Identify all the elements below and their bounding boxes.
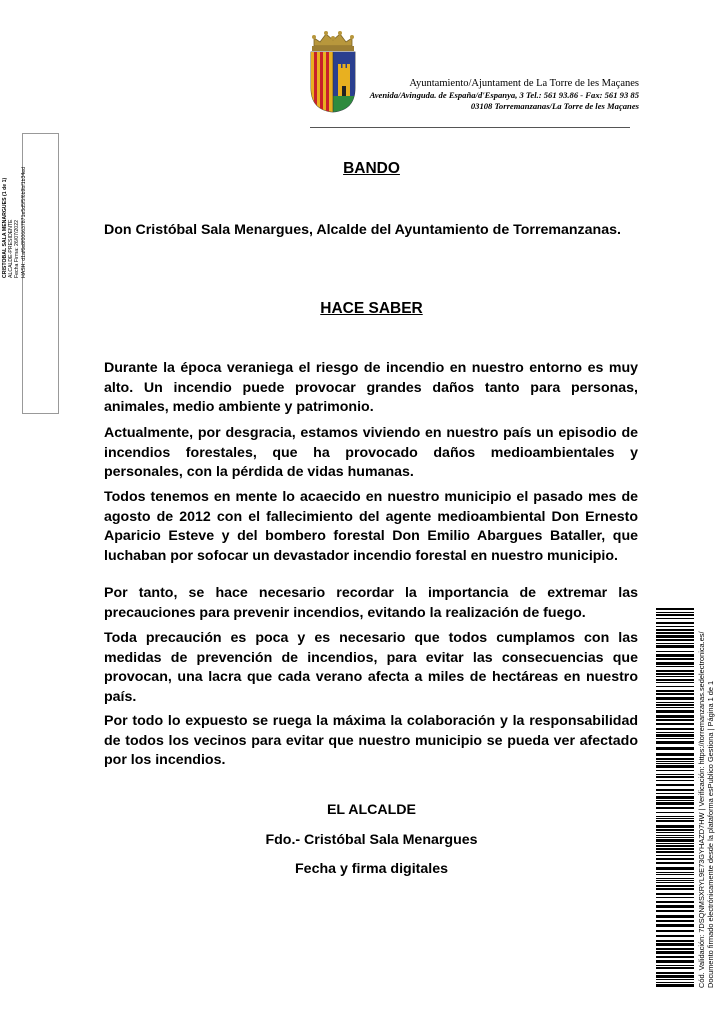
body-paragraph-1: Durante la época veraniega el riesgo de incendio en nuestro entorno es muy alto. Un incendio puede provocar grandes daños tanto para personas, animales, medio ambiente y patrimonio. — [104, 360, 638, 415]
barcode-bar — [656, 975, 694, 978]
barcode-bar — [656, 816, 694, 817]
barcode-bar — [656, 874, 694, 875]
verification-text — [697, 608, 716, 988]
barcode-bar — [656, 956, 694, 958]
barcode-bar — [656, 812, 694, 813]
barcode-bar — [656, 901, 694, 903]
barcode-bar — [656, 878, 694, 879]
barcode-bar — [656, 835, 694, 836]
barcode-bar — [656, 753, 694, 756]
barcode-bar — [656, 715, 694, 718]
stamp-line-2: ALCALDE-PRESIDENTE — [8, 219, 15, 278]
verification-line-1: Cód. Validación: 7DSQNMSXRYL9E73GYHAZD7HW | Verificación: https://torremanzanas.sedelectronica.es/ — [697, 631, 706, 988]
barcode-bar — [656, 851, 694, 853]
body-paragraph-2: Actualmente, por desgracia, estamos viviendo en nuestro país un episodio de incendios forestales, que ha provocado daños medioambientales y personales, con la pérdida de vidas humanas. — [104, 425, 638, 480]
barcode-bar — [656, 643, 694, 644]
barcode-bar — [656, 728, 694, 730]
stamp-line-3: Fecha Firma: 26/07/2022 — [14, 220, 21, 278]
intro-paragraph: Don Cristóbal Sala Menargues, Alcalde del Ayuntamiento de Torremanzanas. — [104, 222, 621, 238]
barcode-bar — [656, 774, 694, 775]
barcode-bar — [656, 930, 694, 932]
barcode-bar — [656, 893, 694, 895]
barcode-bar — [656, 693, 694, 695]
barcode-bar — [656, 848, 694, 850]
barcode-bar — [656, 858, 694, 860]
body-paragraph-4: Por tanto, se hace necesario recordar la importancia de extremar las precauciones para prevenir incendios, evitando la realización de fuego. — [104, 585, 638, 621]
barcode-bar — [656, 710, 694, 713]
barcode-bar — [656, 666, 694, 667]
barcode-bar — [656, 885, 694, 887]
header-line-2: Avenida/Avinguda. de España/d'Espanya, 3 Tel.: 561 93.86 - Fax: 561 93 85 — [369, 90, 639, 100]
barcode-bar — [656, 905, 694, 908]
municipal-header — [370, 77, 639, 112]
barcode-bar — [656, 639, 694, 641]
verification-line-2: Documento firmado electrónicamente desde la plataforma esPublico Gestiona | Página 1 de 1 — [706, 680, 716, 988]
barcode-bar — [656, 882, 694, 883]
barcode-bar — [656, 614, 694, 616]
signature-stamp-text — [2, 3, 27, 278]
barcode-bar — [656, 645, 694, 648]
barcode-bar — [656, 825, 694, 828]
header-line-3: 03108 Torremanzanas/La Torre de les Maçanes — [470, 101, 639, 111]
barcode-bar — [656, 738, 694, 739]
barcode-bar — [656, 796, 694, 799]
barcode-icon — [656, 608, 694, 988]
barcode-bar — [656, 829, 694, 831]
barcode-bar — [656, 673, 694, 675]
barcode-bar — [656, 741, 694, 744]
barcode-bar — [656, 770, 694, 771]
barcode-bar — [656, 734, 694, 737]
document-subtitle: HACE SABER — [320, 300, 423, 317]
barcode-bar — [656, 618, 694, 619]
barcode-bar — [656, 622, 694, 624]
barcode-bar — [656, 758, 694, 760]
barcode-bar — [656, 761, 694, 762]
barcode-bar — [656, 837, 694, 838]
barcode-bar — [656, 658, 694, 660]
barcode-bar — [656, 897, 694, 898]
barcode-bar — [656, 697, 694, 700]
barcode-bar — [656, 776, 694, 778]
barcode-bar — [656, 654, 694, 657]
document-title: BANDO — [343, 160, 400, 177]
barcode-bar — [656, 818, 694, 819]
barcode-bar — [656, 862, 694, 864]
barcode-bar — [656, 972, 694, 974]
barcode-bar — [656, 679, 694, 681]
barcode-bar — [656, 690, 694, 692]
barcode-bar — [656, 872, 694, 873]
barcode-bar — [656, 867, 694, 870]
signature-role: EL ALCALDE — [326, 802, 417, 818]
barcode-bar — [656, 662, 694, 665]
barcode-bar — [656, 704, 694, 706]
barcode-bar — [656, 719, 694, 721]
barcode-bar — [656, 924, 694, 927]
barcode-bar — [656, 839, 694, 842]
barcode-bar — [656, 935, 694, 937]
barcode-bar — [656, 635, 694, 638]
barcode-bar — [656, 707, 694, 708]
barcode-bar — [656, 951, 694, 954]
barcode-bar — [656, 676, 694, 677]
barcode-bar — [656, 965, 694, 966]
stamp-line-1: CRISTOBAL SALA MENARGUES (1 de 1) — [2, 177, 8, 278]
barcode-bar — [656, 832, 694, 833]
barcode-bar — [656, 723, 694, 725]
barcode-bar — [656, 686, 694, 687]
barcode-bar — [656, 960, 694, 963]
barcode-bar — [656, 855, 694, 856]
barcode-bar — [656, 880, 694, 881]
barcode-bar — [656, 940, 694, 942]
barcode-bar — [656, 732, 694, 733]
barcode-bar — [656, 800, 694, 801]
barcode-bar — [656, 943, 694, 946]
barcode-bar — [656, 789, 694, 791]
barcode-bar — [656, 747, 694, 750]
barcode-bar — [656, 807, 694, 809]
signature-name: Fdo.- Cristóbal Sala Menargues — [265, 832, 478, 848]
barcode-bar — [656, 910, 694, 912]
barcode-bar — [656, 780, 694, 781]
barcode-bar — [656, 612, 694, 613]
barcode-bar — [656, 651, 694, 652]
barcode-bar — [656, 626, 694, 627]
signature-note: Fecha y firma digitales — [295, 861, 448, 877]
barcode-bar — [656, 979, 694, 980]
barcode-bar — [656, 843, 694, 844]
barcode-bar — [656, 967, 694, 969]
header-divider — [310, 127, 630, 128]
stamp-line-4: HASH: d1af6e8f006637871e5d5f5f6b9bf1b34ed — [20, 166, 27, 278]
barcode-bar — [656, 682, 694, 683]
barcode-bar — [656, 629, 694, 631]
barcode-bar — [656, 948, 694, 950]
barcode-bar — [656, 608, 694, 610]
barcode-bar — [656, 984, 694, 987]
barcode-bar — [656, 982, 694, 983]
barcode-bar — [656, 915, 694, 918]
barcode-bar — [656, 920, 694, 922]
barcode-bar — [656, 670, 694, 672]
barcode-bar — [656, 632, 694, 634]
barcode-bar — [656, 784, 694, 786]
body-paragraph-3: Todos tenemos en mente lo acaecido en nuestro municipio el pasado mes de agosto de 2012 con el fallecimiento del agente medioambiental Don Ernesto Aparicio Esteve y del bombero forestal Don Emilio Abargues Bataller, que luchaban por sofocar un devastador incendio forestal en nuestro municipio. — [104, 489, 638, 564]
barcode-bar — [656, 845, 694, 847]
barcode-bar — [656, 820, 694, 822]
coat-of-arms-icon — [308, 30, 358, 114]
body-paragraph-5: Toda precaución es poca y es necesario que todos cumplamos con las medidas de prevención de incendios, para evitar las consecuencias que provocan, una lacra que cada verano afecta a miles de hectáreas en nuestro país. — [104, 630, 638, 705]
barcode-bar — [656, 702, 694, 703]
barcode-bar — [656, 763, 694, 764]
barcode-bar — [656, 888, 694, 890]
header-line-1: Ayuntamiento/Ajuntament de La Torre de les Maçanes — [409, 78, 639, 89]
barcode-bar — [656, 765, 694, 768]
body-paragraph-6: Por todo lo expuesto se ruega la máxima la colaboración y la responsabilidad de todos los vecinos para evitar que nuestro municipio se pueda ver afectado por los incendios. — [104, 713, 638, 768]
barcode-bar — [656, 793, 694, 794]
barcode-bar — [656, 802, 694, 805]
